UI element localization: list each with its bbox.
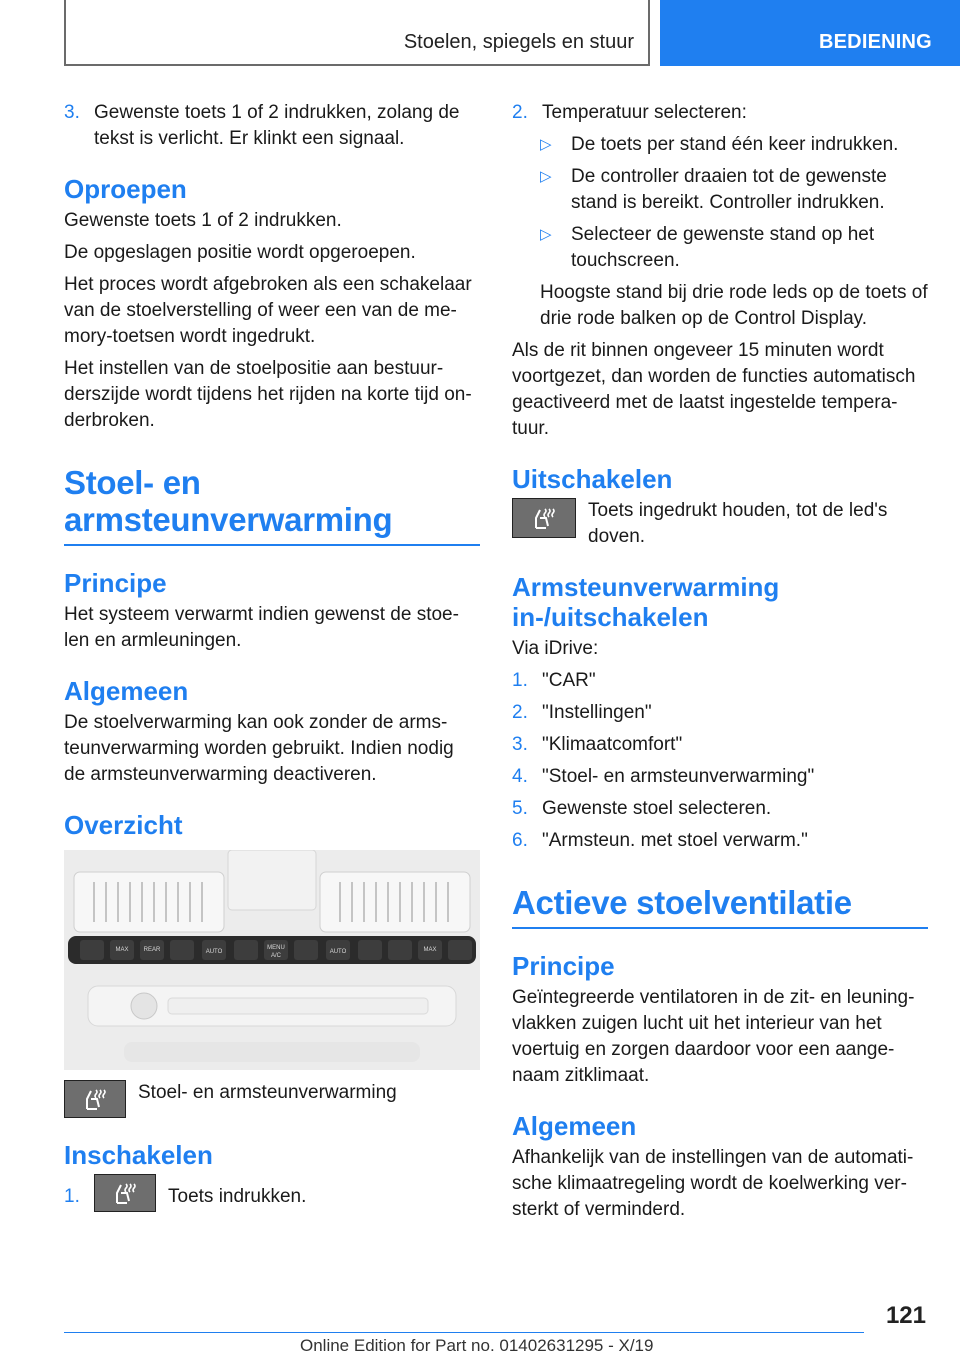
climate-panel-figure [64,850,480,1070]
heading-principe: Principe [512,951,615,981]
heading-armsteunverwarming: Armsteunverwarming in-/uitschakelen [512,572,780,632]
heading-seat-heating: Stoel- en armsteunverwarming [64,464,480,546]
heading-algemeen: Algemeen [512,1111,637,1141]
heading-inschakelen: Inschakelen [64,1140,213,1170]
list-number: 4. [512,766,528,787]
paragraph: De opgeslagen positie wordt opgeroepen. [64,242,416,263]
header-chapter-tab: BEDIENING [660,0,960,66]
list-text: "Armsteun. met stoel verwarm." [542,830,808,851]
list-item [512,828,928,854]
paragraph: Het instellen van de stoelpositie aan bestuur-derszijde wordt tijdens het rijden na korte tijd on-derbroken. [64,358,472,431]
page-number: 121 [885,1302,926,1329]
list-number: 5. [512,798,528,819]
list-item [512,668,928,694]
list-item [512,732,928,758]
header-section-title: Stoelen, spiegels en stuur [403,31,634,53]
paragraph: Het proces wordt afgebroken als een schakelaar van de stoelverstelling of weer een van de me-mory-toetsen wordt ingedrukt. [64,274,472,347]
icon-caption-row [64,1080,480,1118]
paragraph: Geïntegreerde ventilatoren in de zit- en leuning-vlakken zuigen lucht uit het interieur van het voertuig en zorgen daardoor voor een aange-naam zitklimaat. [512,987,915,1086]
bullet-item [540,222,928,274]
panel-label-max-right: MAX [423,947,437,953]
bullet-text: Selecteer de gewenste stand op het touchscreen. [571,224,875,271]
heading-algemeen: Algemeen [64,676,189,706]
panel-label-rear: REAR [143,947,161,953]
seat-heating-icon [94,1174,156,1212]
heading-stoelventilatie: Actieve stoelventilatie [512,884,928,929]
list-number: 3. [512,734,528,755]
list-item [512,700,928,726]
paragraph: De stoelverwarming kan ook zonder de arms-teunverwarming worden gebruikt. Indien nodig de armsteunverwarming deactiveren. [64,712,454,785]
left-column [64,100,480,1218]
list-number: 2. [512,102,528,123]
list-number: 6. [512,830,528,851]
paragraph: Als de rit binnen ongeveer 15 minuten wordt voortgezet, dan worden de functies automatisch geactiveerd met de laatst ingestelde tempera-tuur. [512,340,916,439]
list-number: 2. [512,702,528,723]
heading-oproepen: Oproepen [64,174,187,204]
paragraph: Gewenste toets 1 of 2 indrukken. [64,210,342,231]
icon-caption-text: Stoel- en armsteunverwarming [138,1082,397,1103]
panel-label-auto: AUTO [205,949,223,955]
list-item [512,764,928,790]
footer-divider [64,1332,864,1333]
list-text: "Instellingen" [542,702,652,723]
list-text: "CAR" [542,670,596,691]
paragraph: Via iDrive: [512,638,599,659]
icon-row-text: Toets ingedrukt houden, tot de led's doven. [588,500,888,547]
icon-text-row [512,498,928,550]
footer-edition-text: Online Edition for Part no. 01402631295 - X/19 [300,1336,654,1355]
heading-overzicht: Overzicht [64,810,183,840]
list-text: "Stoel- en armsteunverwarming" [542,766,815,787]
list-item-step-2 [512,100,928,126]
right-column [512,100,928,1229]
list-item [512,796,928,822]
bullet-triangle-icon: ▷ [540,136,552,153]
list-text: Temperatuur selecteren: [542,102,747,123]
list-text: Toets indrukken. [168,1186,307,1207]
panel-label-max: MAX [115,947,129,953]
seat-heating-icon [512,498,576,538]
bullet-triangle-icon: ▷ [540,168,552,185]
panel-label-menu: MENU [267,945,285,951]
bullet-item [540,164,928,216]
list-number: 1. [512,670,528,691]
panel-label-ac: A/C [270,953,282,959]
list-number: 1. [64,1186,80,1207]
seat-heating-icon [82,1087,108,1111]
list-text: Gewenste stoel selecteren. [542,798,772,819]
panel-label-auto-right: AUTO [329,949,347,955]
bullet-text: De toets per stand één keer indrukken. [571,134,899,155]
seat-heating-icon [531,506,557,530]
list-number: 3. [64,102,80,123]
header-section-box [64,0,650,66]
list-text: Gewenste toets 1 of 2 indrukken, zolang de tekst is verlicht. Er klinkt een signaal. [94,102,460,149]
bullet-text: De controller draaien tot de gewenste stand is bereikt. Controller indrukken. [571,166,887,213]
seat-heating-icon [112,1181,138,1205]
list-text: "Klimaatcomfort" [542,734,683,755]
paragraph-indented: Hoogste stand bij drie rode leds op de toets of drie rode balken op de Control Display. [540,282,928,329]
heading-uitschakelen: Uitschakelen [512,464,673,494]
list-item-inschakelen-1 [64,1174,480,1212]
list-item-step-3 [64,100,480,152]
bullet-item [540,132,928,158]
bullet-triangle-icon: ▷ [540,226,552,243]
paragraph: Afhankelijk van de instellingen van de automati-sche klimaatregeling wordt de koelwerking ver-sterkt of verminderd. [512,1147,914,1220]
climate-panel-illustration [64,850,480,1070]
heading-principe: Principe [64,568,167,598]
seat-heating-icon [64,1080,126,1118]
paragraph: Het systeem verwarmt indien gewenst de stoe-len en armleuningen. [64,604,459,651]
